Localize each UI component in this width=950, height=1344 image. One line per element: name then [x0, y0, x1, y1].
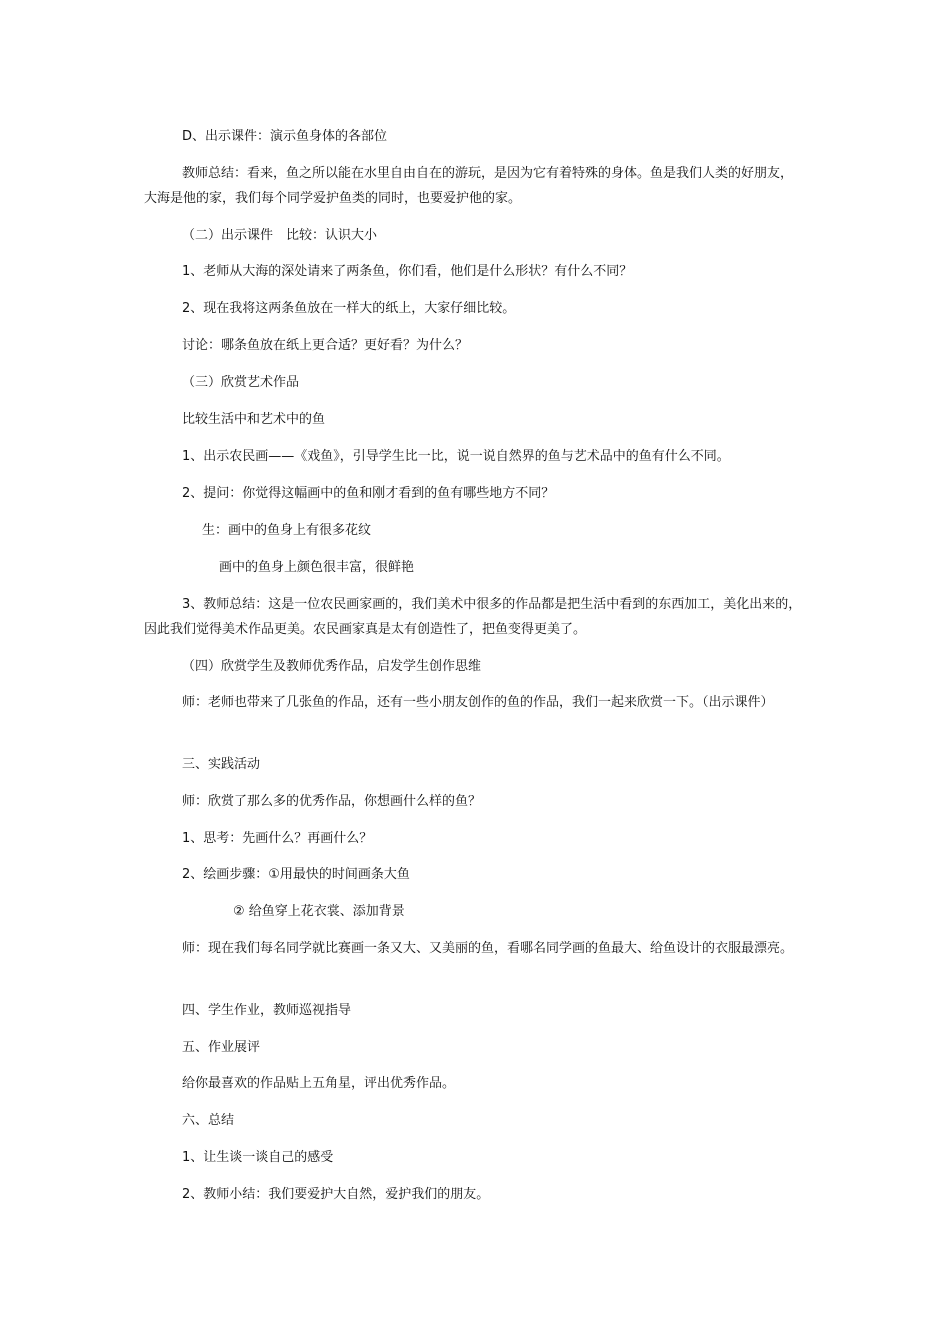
paragraph: 生：画中的鱼身上有很多花纹: [202, 523, 372, 538]
section-heading: （四）欣赏学生及教师优秀作品，启发学生创作思维: [182, 659, 482, 674]
paragraph: 2、绘画步骤：①用最快的时间画条大鱼: [182, 867, 410, 882]
paragraph: D、出示课件：演示鱼身体的各部位: [182, 129, 388, 144]
paragraph: 师：欣赏了那么多的优秀作品，你想画什么样的鱼？: [182, 794, 482, 809]
paragraph: 师：老师也带来了几张鱼的作品，还有一些小朋友创作的鱼的作品，我们一起来欣赏一下。（出示课件）: [182, 695, 774, 710]
paragraph: 2、现在我将这两条鱼放在一样大的纸上，大家仔细比较。: [182, 301, 516, 316]
paragraph: 1、让生谈一谈自己的感受: [182, 1150, 334, 1165]
paragraph: 1、老师从大海的深处请来了两条鱼，你们看，他们是什么形状？有什么不同？: [182, 264, 633, 279]
section-heading: 五、作业展评: [182, 1040, 261, 1055]
paragraph: 画中的鱼身上颜色很丰富，很鲜艳: [219, 560, 415, 575]
paragraph: 给你最喜欢的作品贴上五角星，评出优秀作品。: [182, 1076, 456, 1091]
paragraph: 比较生活中和艺术中的鱼: [182, 412, 326, 427]
paragraph: 1、出示农民画——《戏鱼》，引导学生比一比，说一说自然界的鱼与艺术品中的鱼有什么不同。: [182, 449, 730, 464]
paragraph: 教师总结：看来，鱼之所以能在水里自由自在的游玩，是因为它有着特殊的身体。鱼是我们人类的好朋友，大海是他的家，我们每个同学爱护鱼类的同时，也要爱护他的家。: [144, 166, 794, 206]
paragraph: 3、教师总结：这是一位农民画家画的，我们美术中很多的作品都是把生活中看到的东西加工，美化出来的，因此我们觉得美术作品更美。农民画家真是太有创造性了，把鱼变得更美了。: [144, 597, 802, 637]
paragraph: 讨论：哪条鱼放在纸上更合适？更好看？为什么？: [182, 338, 469, 353]
paragraph: 2、教师小结：我们要爱护大自然，爱护我们的朋友。: [182, 1187, 490, 1202]
section-heading: （二）出示课件 比较：认识大小: [182, 228, 378, 243]
section-heading: （三）欣赏艺术作品: [182, 375, 300, 390]
paragraph: ② 给鱼穿上花衣裳、添加背景: [233, 904, 405, 919]
section-heading: 三、实践活动: [182, 757, 261, 772]
section-heading: 四、学生作业，教师巡视指导: [182, 1003, 352, 1018]
paragraph: 师：现在我们每名同学就比赛画一条又大、又美丽的鱼，看哪名同学画的鱼最大、给鱼设计的衣服最漂亮。: [182, 941, 794, 956]
section-heading: 六、总结: [182, 1113, 235, 1128]
paragraph: 1、思考：先画什么？再画什么？: [182, 831, 373, 846]
paragraph: 2、提问：你觉得这幅画中的鱼和刚才看到的鱼有哪些地方不同？: [182, 486, 555, 501]
